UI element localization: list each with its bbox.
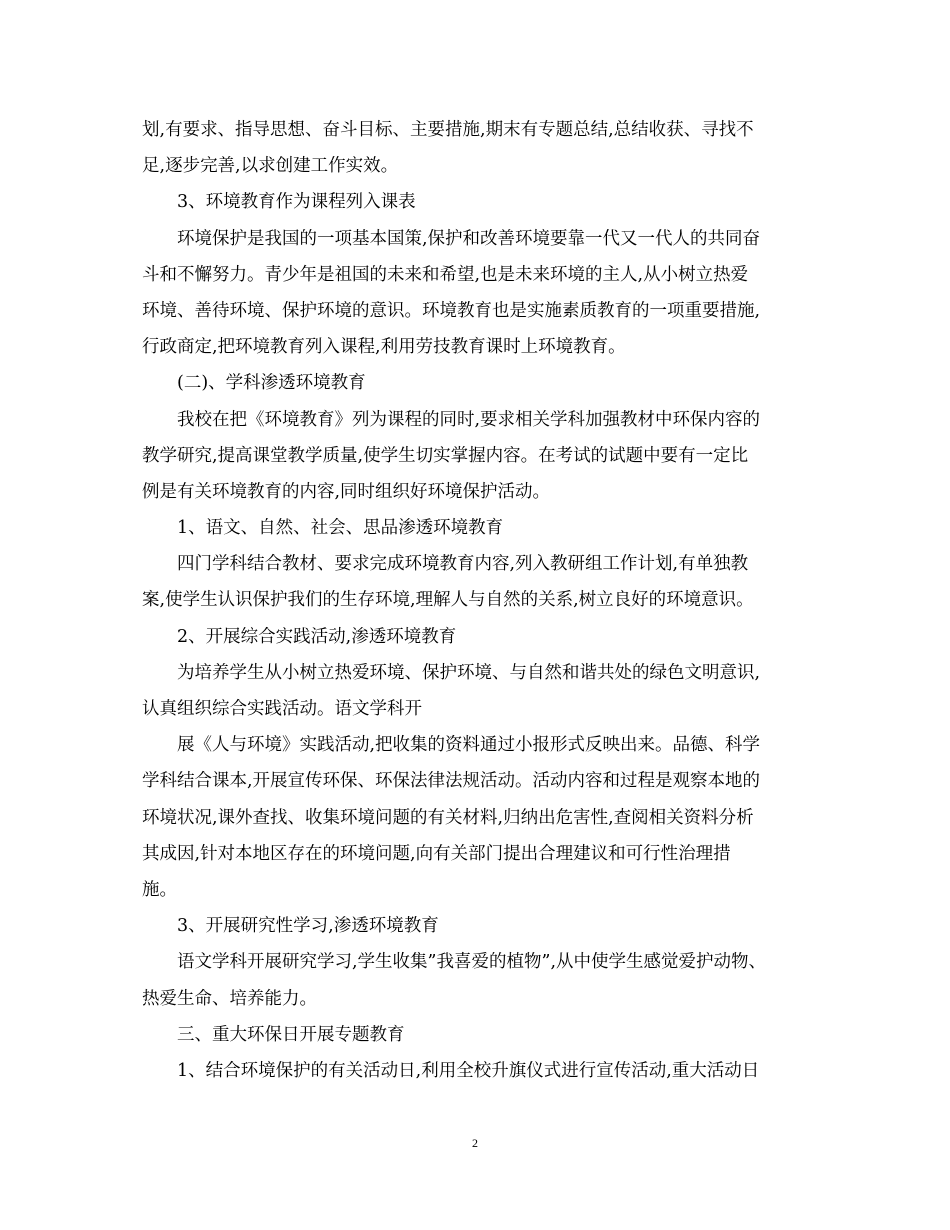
text-line: 斗和不懈努力。青少年是祖国的未来和希望,也是未来环境的主人,从小树立热爱 [142, 264, 749, 285]
text-line: 划,有要求、指导思想、奋斗目标、主要措施,期末有专题总结,总结收获、寻找不 [142, 120, 754, 140]
text-line: 学科结合课本,开展宣传环保、环保法律法规活动。活动内容和过程是观察本地的 [142, 771, 761, 792]
text-line: 2、开展综合实践活动,渗透环境教育 [177, 626, 457, 647]
text-line: 认真组织综合实践活动。语文学科开 [142, 699, 422, 719]
text-line: 展《人与环境》实践活动,把收集的资料通过小报形式反映出来。品德、科学 [177, 735, 761, 756]
page-number: 2 [472, 1136, 478, 1150]
text-line: 其成因,针对本地区存在的环境问题,向有关部门提出合理建议和可行性治理措 [142, 843, 731, 864]
document-body [142, 112, 810, 1089]
text-line: 环境、善待环境、保护环境的意识。环境教育也是实施素质教育的一项重要措施, [142, 300, 761, 321]
text-line: 案,使学生认识保护我们的生存环境,理解人与自然的关系,树立良好的环境意识。 [142, 590, 754, 611]
text-line: 施。 [142, 879, 177, 900]
text-line: 热爱生命、培养能力。 [142, 988, 317, 1009]
text-line: 三、重大环保日开展专题教育 [177, 1024, 405, 1045]
text-line: 语文学科开展研究学习,学生收集”我喜爱的植物”,从中使学生感觉爱护动物、 [177, 952, 767, 973]
text-line: 为培养学生从小树立热爱环境、保护环境、与自然和谐共处的绿色文明意识, [177, 662, 761, 683]
text-line: 例是有关环境教育的内容,同时组织好环境保护活动。 [142, 481, 551, 502]
text-line: 1、结合环境保护的有关活动日,利用全校升旗仪式进行宣传活动,重大活动日 [177, 1060, 760, 1081]
text-line: 四门学科结合教材、要求完成环境教育内容,列入教研组工作计划,有单独教 [177, 554, 749, 575]
text-line: 1、语文、自然、社会、思品渗透环境教育 [177, 518, 504, 539]
text-line: 环境保护是我国的一项基本国策,保护和改善环境要靠一代又一代人的共同奋 [177, 228, 761, 249]
text-line: 3、开展研究性学习,渗透环境教育 [177, 916, 439, 937]
text-line: (二)、学科渗透环境教育 [177, 373, 366, 394]
text-line: 足,逐步完善,以求创建工作实效。 [142, 156, 399, 177]
text-line: 我校在把《环境教育》列为课程的同时,要求相关学科加强教材中环保内容的 [177, 409, 761, 430]
text-line: 教学研究,提高课堂教学质量,使学生切实掌握内容。在考试的试题中要有一定比 [142, 445, 749, 466]
text-line: 环境状况,课外查找、收集环境问题的有关材料,归纳出危害性,查阅相关资料分析 [142, 807, 754, 828]
text-line: 3、环境教育作为课程列入课表 [177, 192, 416, 213]
text-line: 行政商定,把环境教育列入课程,利用劳技教育课时上环境教育。 [142, 337, 626, 358]
